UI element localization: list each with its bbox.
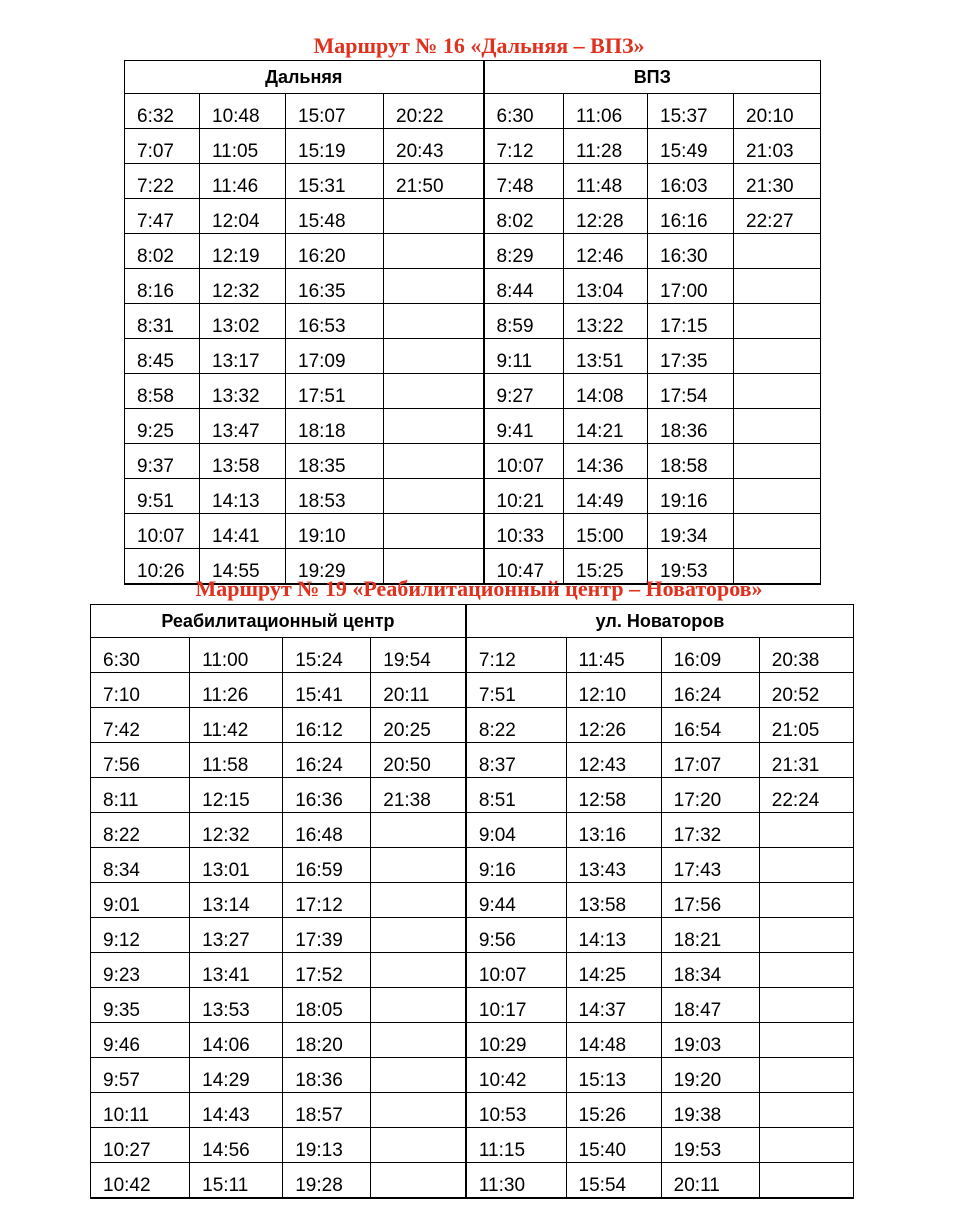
- table-row: [125, 339, 821, 374]
- table-row: [91, 1093, 854, 1128]
- time-cell: 9:27: [484, 374, 564, 409]
- table-row: [91, 848, 854, 883]
- time-cell: 13:01: [190, 848, 283, 883]
- time-cell: 13:04: [564, 269, 648, 304]
- time-cell: [384, 374, 484, 409]
- time-cell: 7:22: [125, 164, 200, 199]
- time-cell: 16:24: [661, 673, 759, 708]
- time-cell: 13:47: [200, 409, 286, 444]
- route-19-title: Маршрут № 19 «Реабилитационный центр – Новаторов»: [195, 576, 763, 601]
- time-cell: 21:50: [384, 164, 484, 199]
- time-cell: [384, 514, 484, 549]
- time-cell: 21:31: [759, 743, 853, 778]
- time-cell: [734, 374, 821, 409]
- time-cell: 8:02: [125, 234, 200, 269]
- time-cell: 10:42: [91, 1163, 190, 1199]
- time-cell: 19:20: [661, 1058, 759, 1093]
- time-cell: [384, 444, 484, 479]
- time-cell: [384, 234, 484, 269]
- table-row: [91, 708, 854, 743]
- route-19-left-header: Реабилитационный центр: [91, 605, 466, 638]
- time-cell: 12:26: [566, 708, 661, 743]
- time-cell: 10:42: [466, 1058, 566, 1093]
- time-cell: 7:51: [466, 673, 566, 708]
- time-cell: 16:20: [286, 234, 384, 269]
- time-cell: 17:00: [648, 269, 734, 304]
- time-cell: 18:47: [661, 988, 759, 1023]
- table-row: [125, 199, 821, 234]
- time-cell: 15:54: [566, 1163, 661, 1199]
- time-cell: 16:48: [283, 813, 371, 848]
- table-row: [125, 269, 821, 304]
- table-row: [91, 918, 854, 953]
- time-cell: [371, 1023, 466, 1058]
- table-row: [91, 1023, 854, 1058]
- time-cell: 18:05: [283, 988, 371, 1023]
- time-cell: 11:15: [466, 1128, 566, 1163]
- time-cell: 19:03: [661, 1023, 759, 1058]
- time-cell: [371, 813, 466, 848]
- time-cell: 9:35: [91, 988, 190, 1023]
- time-cell: 14:37: [566, 988, 661, 1023]
- time-cell: 14:56: [190, 1128, 283, 1163]
- time-cell: 14:41: [200, 514, 286, 549]
- time-cell: 19:13: [283, 1128, 371, 1163]
- time-cell: [384, 199, 484, 234]
- time-cell: 18:53: [286, 479, 384, 514]
- time-cell: 17:20: [661, 778, 759, 813]
- time-cell: 17:52: [283, 953, 371, 988]
- time-cell: 13:22: [564, 304, 648, 339]
- time-cell: 11:48: [564, 164, 648, 199]
- time-cell: 8:37: [466, 743, 566, 778]
- time-cell: 13:41: [190, 953, 283, 988]
- time-cell: 15:25: [564, 549, 648, 585]
- time-cell: 11:28: [564, 129, 648, 164]
- time-cell: 6:30: [484, 94, 564, 129]
- time-cell: [734, 234, 821, 269]
- time-cell: 8:31: [125, 304, 200, 339]
- time-cell: [759, 1128, 853, 1163]
- time-cell: 14:49: [564, 479, 648, 514]
- time-cell: 10:11: [91, 1093, 190, 1128]
- time-cell: 10:17: [466, 988, 566, 1023]
- time-cell: 21:03: [734, 129, 821, 164]
- time-cell: 13:02: [200, 304, 286, 339]
- time-cell: 12:32: [200, 269, 286, 304]
- time-cell: 15:40: [566, 1128, 661, 1163]
- time-cell: 7:12: [484, 129, 564, 164]
- time-cell: 19:16: [648, 479, 734, 514]
- time-cell: 14:25: [566, 953, 661, 988]
- time-cell: [734, 444, 821, 479]
- time-cell: 17:54: [648, 374, 734, 409]
- time-cell: [759, 918, 853, 953]
- time-cell: 21:05: [759, 708, 853, 743]
- table-row: [125, 234, 821, 269]
- time-cell: [371, 988, 466, 1023]
- time-cell: 21:30: [734, 164, 821, 199]
- time-cell: 16:16: [648, 199, 734, 234]
- time-cell: 7:47: [125, 199, 200, 234]
- time-cell: 9:51: [125, 479, 200, 514]
- time-cell: 15:24: [283, 638, 371, 673]
- table-row: [91, 1128, 854, 1163]
- time-cell: 18:21: [661, 918, 759, 953]
- time-cell: 11:26: [190, 673, 283, 708]
- time-cell: 18:57: [283, 1093, 371, 1128]
- time-cell: 16:59: [283, 848, 371, 883]
- time-cell: [734, 409, 821, 444]
- time-cell: 15:49: [648, 129, 734, 164]
- time-cell: 10:29: [466, 1023, 566, 1058]
- route-16-left-header: Дальняя: [125, 61, 484, 94]
- time-cell: 14:21: [564, 409, 648, 444]
- time-cell: 20:22: [384, 94, 484, 129]
- time-cell: [759, 1093, 853, 1128]
- table-row: [91, 883, 854, 918]
- time-cell: [734, 339, 821, 374]
- time-cell: 14:43: [190, 1093, 283, 1128]
- route-16-right-header: ВПЗ: [484, 61, 821, 94]
- time-cell: 12:04: [200, 199, 286, 234]
- route-19-rows: [91, 638, 854, 1199]
- time-cell: [759, 883, 853, 918]
- table-row: [125, 409, 821, 444]
- time-cell: [371, 918, 466, 953]
- time-cell: 13:43: [566, 848, 661, 883]
- time-cell: 15:31: [286, 164, 384, 199]
- time-cell: 20:43: [384, 129, 484, 164]
- time-cell: [384, 339, 484, 374]
- time-cell: 10:53: [466, 1093, 566, 1128]
- time-cell: 15:26: [566, 1093, 661, 1128]
- time-cell: 19:54: [371, 638, 466, 673]
- table-row: [91, 813, 854, 848]
- time-cell: 10:47: [484, 549, 564, 585]
- time-cell: 12:32: [190, 813, 283, 848]
- time-cell: 16:09: [661, 638, 759, 673]
- time-cell: 7:48: [484, 164, 564, 199]
- time-cell: 7:07: [125, 129, 200, 164]
- time-cell: [759, 988, 853, 1023]
- time-cell: 14:48: [566, 1023, 661, 1058]
- time-cell: [371, 848, 466, 883]
- time-cell: 13:27: [190, 918, 283, 953]
- time-cell: 13:58: [566, 883, 661, 918]
- table-row: [125, 374, 821, 409]
- time-cell: 19:29: [286, 549, 384, 585]
- time-cell: [734, 514, 821, 549]
- table-row: [91, 1058, 854, 1093]
- time-cell: 16:24: [283, 743, 371, 778]
- route-16-rows: [125, 94, 821, 585]
- time-cell: 10:07: [466, 953, 566, 988]
- time-cell: 13:14: [190, 883, 283, 918]
- time-cell: 8:34: [91, 848, 190, 883]
- time-cell: 18:18: [286, 409, 384, 444]
- time-cell: 11:42: [190, 708, 283, 743]
- time-cell: 15:37: [648, 94, 734, 129]
- time-cell: 20:10: [734, 94, 821, 129]
- time-cell: 14:06: [190, 1023, 283, 1058]
- time-cell: [371, 883, 466, 918]
- time-cell: 6:30: [91, 638, 190, 673]
- time-cell: [759, 1023, 853, 1058]
- time-cell: 19:10: [286, 514, 384, 549]
- time-cell: 9:44: [466, 883, 566, 918]
- time-cell: 19:38: [661, 1093, 759, 1128]
- time-cell: 12:43: [566, 743, 661, 778]
- time-cell: 12:46: [564, 234, 648, 269]
- time-cell: 20:38: [759, 638, 853, 673]
- time-cell: 13:58: [200, 444, 286, 479]
- time-cell: 18:35: [286, 444, 384, 479]
- table-row: [125, 304, 821, 339]
- time-cell: 17:39: [283, 918, 371, 953]
- time-cell: [384, 304, 484, 339]
- time-cell: 20:11: [661, 1163, 759, 1199]
- time-cell: 18:20: [283, 1023, 371, 1058]
- time-cell: 10:48: [200, 94, 286, 129]
- time-cell: 16:53: [286, 304, 384, 339]
- time-cell: 8:44: [484, 269, 564, 304]
- time-cell: 8:11: [91, 778, 190, 813]
- time-cell: 17:32: [661, 813, 759, 848]
- time-cell: 20:11: [371, 673, 466, 708]
- time-cell: 15:00: [564, 514, 648, 549]
- time-cell: 9:46: [91, 1023, 190, 1058]
- time-cell: [371, 1128, 466, 1163]
- time-cell: 15:13: [566, 1058, 661, 1093]
- time-cell: 13:51: [564, 339, 648, 374]
- time-cell: 6:32: [125, 94, 200, 129]
- time-cell: 11:30: [466, 1163, 566, 1199]
- time-cell: 16:35: [286, 269, 384, 304]
- table-row: [125, 444, 821, 479]
- time-cell: 14:55: [200, 549, 286, 585]
- time-cell: 15:19: [286, 129, 384, 164]
- table-row: [91, 988, 854, 1023]
- time-cell: 12:58: [566, 778, 661, 813]
- time-cell: [759, 953, 853, 988]
- time-cell: 19:34: [648, 514, 734, 549]
- time-cell: 7:10: [91, 673, 190, 708]
- time-cell: 14:13: [200, 479, 286, 514]
- time-cell: 8:59: [484, 304, 564, 339]
- time-cell: 14:29: [190, 1058, 283, 1093]
- time-cell: 15:48: [286, 199, 384, 234]
- time-cell: [734, 304, 821, 339]
- time-cell: 7:42: [91, 708, 190, 743]
- time-cell: 13:32: [200, 374, 286, 409]
- table-row: [91, 673, 854, 708]
- time-cell: 16:03: [648, 164, 734, 199]
- time-cell: [371, 1163, 466, 1199]
- time-cell: 9:41: [484, 409, 564, 444]
- time-cell: 20:52: [759, 673, 853, 708]
- table-row: [125, 129, 821, 164]
- time-cell: [734, 269, 821, 304]
- time-cell: [759, 848, 853, 883]
- time-cell: 13:16: [566, 813, 661, 848]
- time-cell: 7:12: [466, 638, 566, 673]
- time-cell: 11:58: [190, 743, 283, 778]
- time-cell: 9:56: [466, 918, 566, 953]
- time-cell: [759, 1163, 853, 1199]
- time-cell: 22:27: [734, 199, 821, 234]
- time-cell: 18:36: [648, 409, 734, 444]
- time-cell: [759, 1058, 853, 1093]
- time-cell: 8:29: [484, 234, 564, 269]
- time-cell: 11:05: [200, 129, 286, 164]
- time-cell: [759, 813, 853, 848]
- time-cell: 15:11: [190, 1163, 283, 1199]
- table-row: [125, 479, 821, 514]
- route-19-right-header: ул. Новаторов: [466, 605, 854, 638]
- route-16-title: Маршрут № 16 «Дальняя – ВПЗ»: [313, 33, 645, 58]
- time-cell: 9:23: [91, 953, 190, 988]
- time-cell: 18:58: [648, 444, 734, 479]
- time-cell: 19:28: [283, 1163, 371, 1199]
- time-cell: 17:12: [283, 883, 371, 918]
- time-cell: 8:45: [125, 339, 200, 374]
- time-cell: 14:13: [566, 918, 661, 953]
- time-cell: 13:17: [200, 339, 286, 374]
- time-cell: 11:46: [200, 164, 286, 199]
- time-cell: 16:54: [661, 708, 759, 743]
- time-cell: 18:34: [661, 953, 759, 988]
- time-cell: [371, 1093, 466, 1128]
- time-cell: 11:00: [190, 638, 283, 673]
- time-cell: 9:01: [91, 883, 190, 918]
- time-cell: 17:07: [661, 743, 759, 778]
- time-cell: 8:02: [484, 199, 564, 234]
- time-cell: 10:33: [484, 514, 564, 549]
- time-cell: 16:30: [648, 234, 734, 269]
- time-cell: 12:15: [190, 778, 283, 813]
- time-cell: 9:12: [91, 918, 190, 953]
- route-16-timetable: [124, 60, 821, 585]
- route-19-timetable: [90, 604, 854, 1199]
- time-cell: 10:07: [484, 444, 564, 479]
- time-cell: 17:15: [648, 304, 734, 339]
- time-cell: 10:26: [125, 549, 200, 585]
- time-cell: 9:25: [125, 409, 200, 444]
- time-cell: [371, 1058, 466, 1093]
- time-cell: 12:19: [200, 234, 286, 269]
- time-cell: 10:27: [91, 1128, 190, 1163]
- time-cell: 16:36: [283, 778, 371, 813]
- time-cell: 21:38: [371, 778, 466, 813]
- time-cell: 10:21: [484, 479, 564, 514]
- time-cell: 11:45: [566, 638, 661, 673]
- time-cell: 8:22: [91, 813, 190, 848]
- time-cell: 17:09: [286, 339, 384, 374]
- time-cell: [371, 953, 466, 988]
- time-cell: 7:56: [91, 743, 190, 778]
- time-cell: 17:43: [661, 848, 759, 883]
- time-cell: 17:56: [661, 883, 759, 918]
- time-cell: 10:07: [125, 514, 200, 549]
- table-row: [91, 743, 854, 778]
- time-cell: 14:36: [564, 444, 648, 479]
- table-row: [91, 778, 854, 813]
- time-cell: 9:57: [91, 1058, 190, 1093]
- time-cell: 15:41: [283, 673, 371, 708]
- time-cell: 9:16: [466, 848, 566, 883]
- time-cell: 20:50: [371, 743, 466, 778]
- time-cell: 12:10: [566, 673, 661, 708]
- time-cell: [384, 269, 484, 304]
- table-row: [125, 514, 821, 549]
- time-cell: 18:36: [283, 1058, 371, 1093]
- time-cell: [384, 409, 484, 444]
- time-cell: 8:16: [125, 269, 200, 304]
- time-cell: 19:53: [661, 1128, 759, 1163]
- time-cell: [384, 479, 484, 514]
- time-cell: 19:53: [648, 549, 734, 585]
- time-cell: 12:28: [564, 199, 648, 234]
- table-row: [91, 1163, 854, 1199]
- table-row: [91, 953, 854, 988]
- time-cell: 20:25: [371, 708, 466, 743]
- time-cell: 14:08: [564, 374, 648, 409]
- time-cell: 8:51: [466, 778, 566, 813]
- table-row: [91, 638, 854, 673]
- time-cell: 8:22: [466, 708, 566, 743]
- time-cell: 22:24: [759, 778, 853, 813]
- table-row: [125, 94, 821, 129]
- time-cell: 9:37: [125, 444, 200, 479]
- time-cell: 9:04: [466, 813, 566, 848]
- time-cell: 9:11: [484, 339, 564, 374]
- time-cell: 11:06: [564, 94, 648, 129]
- time-cell: [734, 479, 821, 514]
- time-cell: 8:58: [125, 374, 200, 409]
- time-cell: 17:35: [648, 339, 734, 374]
- time-cell: 17:51: [286, 374, 384, 409]
- time-cell: 13:53: [190, 988, 283, 1023]
- time-cell: 16:12: [283, 708, 371, 743]
- table-row: [125, 164, 821, 199]
- time-cell: 15:07: [286, 94, 384, 129]
